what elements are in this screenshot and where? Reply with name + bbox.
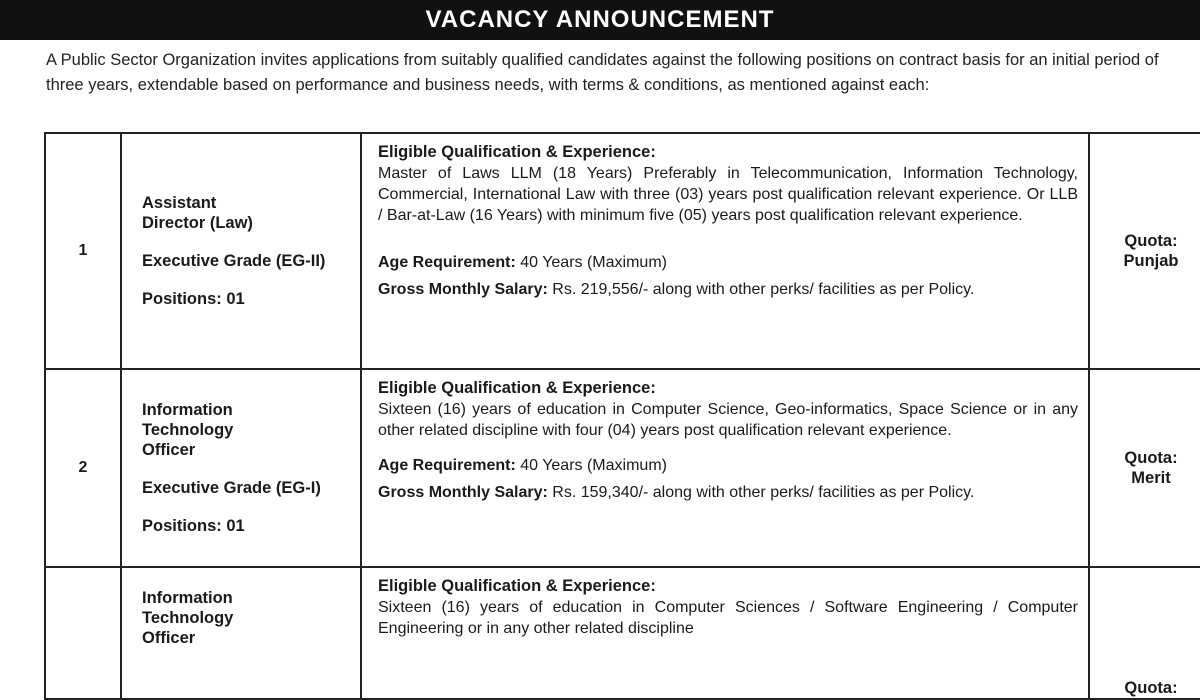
- position-title: Assistant Director (Law): [142, 194, 253, 232]
- gross-salary: [378, 482, 1078, 503]
- position-cell: [121, 567, 361, 699]
- quota-value: Quota: Punjab: [1123, 232, 1179, 270]
- qualification-heading: Eligible Qualification & Experience:: [378, 379, 656, 397]
- position-cell: [121, 369, 361, 567]
- position-title: Information Technology Officer: [142, 401, 234, 459]
- vacancy-table: [44, 132, 1200, 700]
- position-count: Positions: 01: [142, 517, 245, 535]
- gross-salary: [378, 279, 1078, 300]
- position-count: Positions: 01: [142, 290, 245, 308]
- qualification-heading: Eligible Qualification & Experience:: [378, 143, 656, 161]
- table-row: [45, 567, 1200, 699]
- age-requirement: [378, 455, 1078, 476]
- table-row: [45, 369, 1200, 567]
- quota-cell: [1089, 133, 1200, 369]
- position-number: 1: [45, 133, 121, 369]
- position-grade: Executive Grade (EG-II): [142, 252, 326, 270]
- qualification-heading: Eligible Qualification & Experience:: [378, 577, 656, 595]
- description-cell: [361, 369, 1089, 567]
- quota-cell: [1089, 369, 1200, 567]
- quota-value: Quota: Merit: [1124, 449, 1178, 487]
- salary-label: Gross Monthly Salary:: [378, 281, 548, 298]
- position-grade: Executive Grade (EG-I): [142, 479, 321, 497]
- age-label: Age Requirement:: [378, 457, 516, 474]
- quota-cell: [1089, 567, 1200, 699]
- position-title: Information Technology Officer: [142, 589, 234, 647]
- qualification-text: Sixteen (16) years of education in Computer Sciences / Software Engineering / Computer Engineering or in any other related discipline: [378, 599, 1078, 637]
- table-row: [45, 133, 1200, 369]
- banner-title: VACANCY ANNOUNCEMENT: [425, 6, 775, 33]
- salary-value: Rs. 159,340/- along with other perks/ facilities as per Policy.: [552, 484, 975, 501]
- salary-label: Gross Monthly Salary:: [378, 484, 548, 501]
- age-value: 40 Years (Maximum): [520, 457, 667, 474]
- description-cell: [361, 133, 1089, 369]
- position-number: 2: [45, 369, 121, 567]
- description-cell: [361, 567, 1089, 699]
- age-requirement: [378, 252, 1078, 273]
- age-label: Age Requirement:: [378, 254, 516, 271]
- qualification-text: Master of Laws LLM (18 Years) Preferably in Telecommunication, Information Technology, Commercial, International Law with three (03) years post qualification relevant experience. Or LLB / Bar-at-Law (16 Years) with minimum five (05) years post qualification relevant experience.: [378, 165, 1078, 224]
- qualification-text: Sixteen (16) years of education in Computer Science, Geo-informatics, Space Science or in any other related discipline with four (04) years post qualification relevant experience.: [378, 401, 1078, 439]
- position-number: [45, 567, 121, 699]
- salary-value: Rs. 219,556/- along with other perks/ facilities as per Policy.: [552, 281, 975, 298]
- age-value: 40 Years (Maximum): [520, 254, 667, 271]
- quota-value: Quota:: [1124, 679, 1178, 697]
- announcement-banner: [0, 0, 1200, 40]
- position-cell: [121, 133, 361, 369]
- intro-paragraph: A Public Sector Organization invites applications from suitably qualified candidates against the following positions on contract basis for an initial period of three years, extendable based on performance and business needs, with terms & conditions, as mentioned against each:: [46, 51, 1159, 94]
